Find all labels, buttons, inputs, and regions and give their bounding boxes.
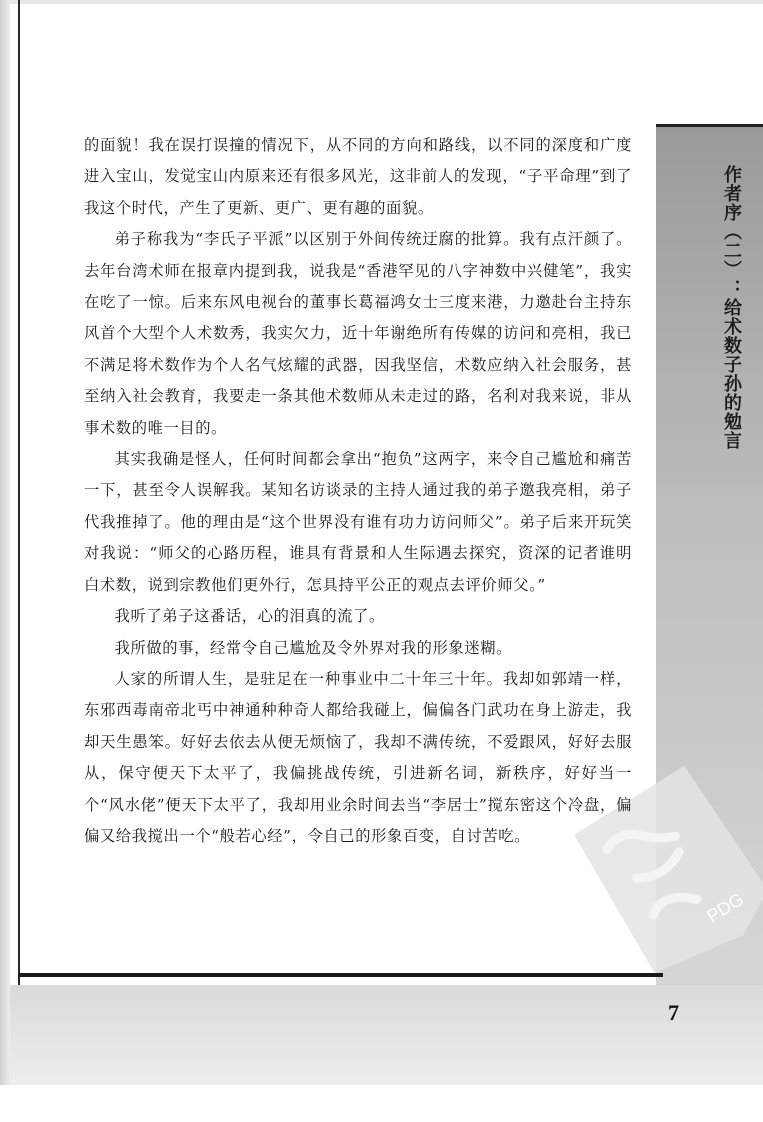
paragraph: 其实我确是怪人，任何时间都会拿出“抱负”这两字，来令自己尴尬和痛苦一下，甚至令人误解我。某知名访谈录的主持人通过我的弟子邀我亮相，弟子代我推掉了。他的理由是“这个世界没有谁有功力访问师父”。弟子后来开玩笑对我说：“师父的心路历程，谁具有背景和人生际遇去探究，资深的记者谁明白术数，说到宗教他们更外行，怎具持平公正的观点去评价师父。”: [84, 450, 632, 594]
paragraph: 我所做的事，经常令自己尴尬及令外界对我的形象迷糊。: [114, 638, 513, 657]
page-number: 7: [668, 1000, 679, 1025]
page-top-shadow: [10, 0, 763, 4]
paragraph: 的面貌！我在误打误撞的情况下，从不同的方向和路线，以不同的深度和广度进入宝山，发觉宝山内原来还有很多风光，这非前人的发现，“子平命理”到了我这个时代，产生了更新、更广、更有趣的面貌。: [84, 136, 632, 217]
page-left-edge: [0, 0, 10, 1085]
body-text: [84, 130, 632, 852]
page-bottom-rule: [18, 973, 663, 977]
watermark-label: PDG: [703, 888, 748, 927]
page-left-border: [18, 0, 20, 985]
side-tab-rule: [656, 124, 763, 127]
page-bottom-shadow: [10, 985, 763, 1085]
chapter-title: 作者序（二）：给术数子孙的勉言: [721, 165, 742, 450]
paragraph: 人家的所谓人生，是驻足在一种事业中二十年三十年。我却如郭靖一样，东邪西毒南帝北丐中神通种种奇人都给我碰上，偏偏各门武功在身上游走，我却天生愚笨。好好去依去从便无烦恼了，我却不满传统，不爱跟风，好好去服从，保守便天下太平了，我偏挑战传统，引进新名词，新秩序，好好当一个“风水佬”便天下太平了，我却用业余时间去当“李居士”搅东密这个冷盘，偏偏又给我搅出一个“般若心经”，令自己的形象百变，自讨苦吃。: [84, 669, 632, 845]
paragraph: 弟子称我为“李氏子平派”以区别于外间传统迂腐的批算。我有点汗颜了。去年台湾术师在报章内提到我，说我是“香港罕见的八字神数中兴健笔”，我实在吃了一惊。后来东风电视台的董事长葛福鸿女士三度来港，力邀赴台主持东风首个大型个人术数秀，我实欠力，近十年谢绝所有传媒的访问和亮相，我已不满足将术数作为个人名气炫耀的武器，因我坚信，术数应纳入社会服务，甚至纳入社会教育，我要走一条其他术数师从未走过的路，名利对我来说，非从事术数的唯一目的。: [84, 230, 632, 437]
paragraph: 我听了弟子这番话，心的泪真的流了。: [114, 607, 385, 626]
